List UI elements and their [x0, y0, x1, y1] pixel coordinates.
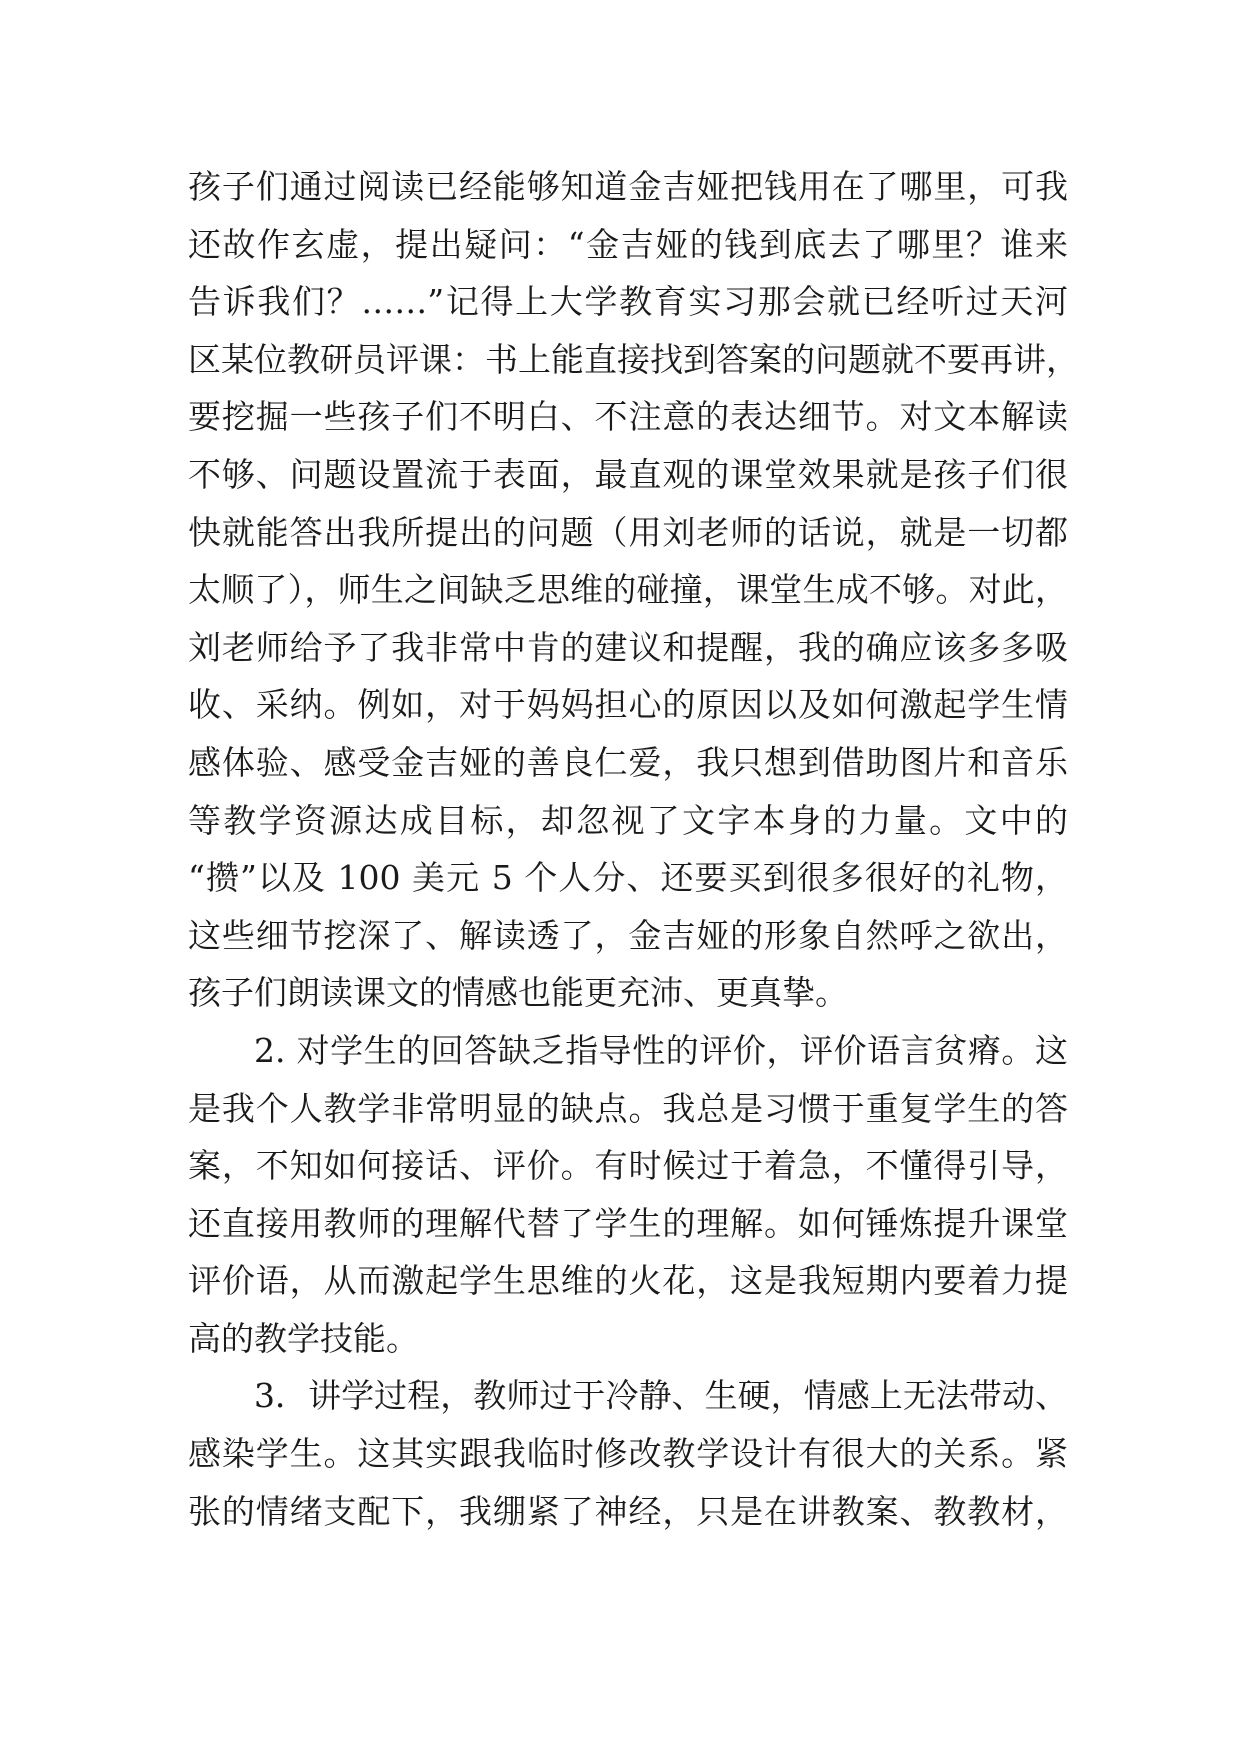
paragraph-1-line-10: 收、采纳。例如，对于妈妈担心的原因以及如何激起学生情: [188, 685, 1068, 725]
paragraph-1-line-15: 孩子们朗读课文的情感也能更充沛、更真挚。: [188, 973, 848, 1013]
paragraph-2-line-5: 评价语，从而激起学生思维的火花，这是我短期内要着力提: [188, 1261, 1068, 1301]
paragraph-1-line-12: 等教学资源达成目标，却忽视了文字本身的力量。文中的: [188, 800, 1068, 840]
paragraph-1-line-6: 不够、问题设置流于表面，最直观的课堂效果就是孩子们很: [188, 454, 1068, 494]
paragraph-2-line-3: 案，不知如何接话、评价。有时候过于着急，不懂得引导，: [188, 1146, 1068, 1186]
document-body: [188, 158, 1079, 1540]
paragraph-3-line-1: 3．讲学过程，教师过于冷静、生硬，情感上无法带动、: [254, 1376, 1068, 1416]
paragraph-1-line-2: 还故作玄虚，提出疑问：“金吉娅的钱到底去了哪里？谁来: [188, 224, 1068, 264]
paragraph-2-line-2: 是我个人教学非常明显的缺点。我总是习惯于重复学生的答: [188, 1088, 1068, 1128]
paragraph-1-line-1: 孩子们通过阅读已经能够知道金吉娅把钱用在了哪里，可我: [188, 167, 1068, 206]
paragraph-2-line-6: 高的教学技能。: [188, 1318, 419, 1358]
paragraph-1-line-8: 太顺了），师生之间缺乏思维的碰撞，课堂生成不够。对此，: [188, 570, 1068, 610]
paragraph-1-line-14: 这些细节挖深了、解读透了，金吉娅的形象自然呼之欲出，: [188, 915, 1068, 955]
paragraph-1-line-9: 刘老师给予了我非常中肯的建议和提醒，我的确应该多多吸: [188, 627, 1068, 667]
paragraph-1-line-5: 要挖掘一些孩子们不明白、不注意的表达细节。对文本解读: [188, 397, 1068, 437]
paragraph-1-line-11: 感体验、感受金吉娅的善良仁爱，我只想到借助图片和音乐: [188, 742, 1068, 782]
paragraph-3-line-3: 张的情绪支配下，我绷紧了神经，只是在讲教案、教教材，: [188, 1491, 1068, 1531]
paragraph-1-line-3: 告诉我们？……”记得上大学教育实习那会就已经听过天河: [188, 282, 1068, 322]
paragraph-1-line-4: 区某位教研员评课：书上能直接找到答案的问题就不要再讲，: [188, 339, 1079, 379]
paragraph-3-line-2: 感染学生。这其实跟我临时修改教学设计有很大的关系。紧: [188, 1434, 1068, 1474]
paragraph-2-line-4: 还直接用教师的理解代替了学生的理解。如何锤炼提升课堂: [188, 1203, 1068, 1243]
paragraph-1-line-7: 快就能答出我所提出的问题（用刘老师的话说，就是一切都: [188, 512, 1068, 552]
paragraph-1-line-13: “攒”以及 100 美元 5 个人分、还要买到很多很好的礼物，: [188, 858, 1068, 898]
paragraph-2-line-1: 2. 对学生的回答缺乏指导性的评价，评价语言贫瘠。这: [254, 1030, 1068, 1070]
